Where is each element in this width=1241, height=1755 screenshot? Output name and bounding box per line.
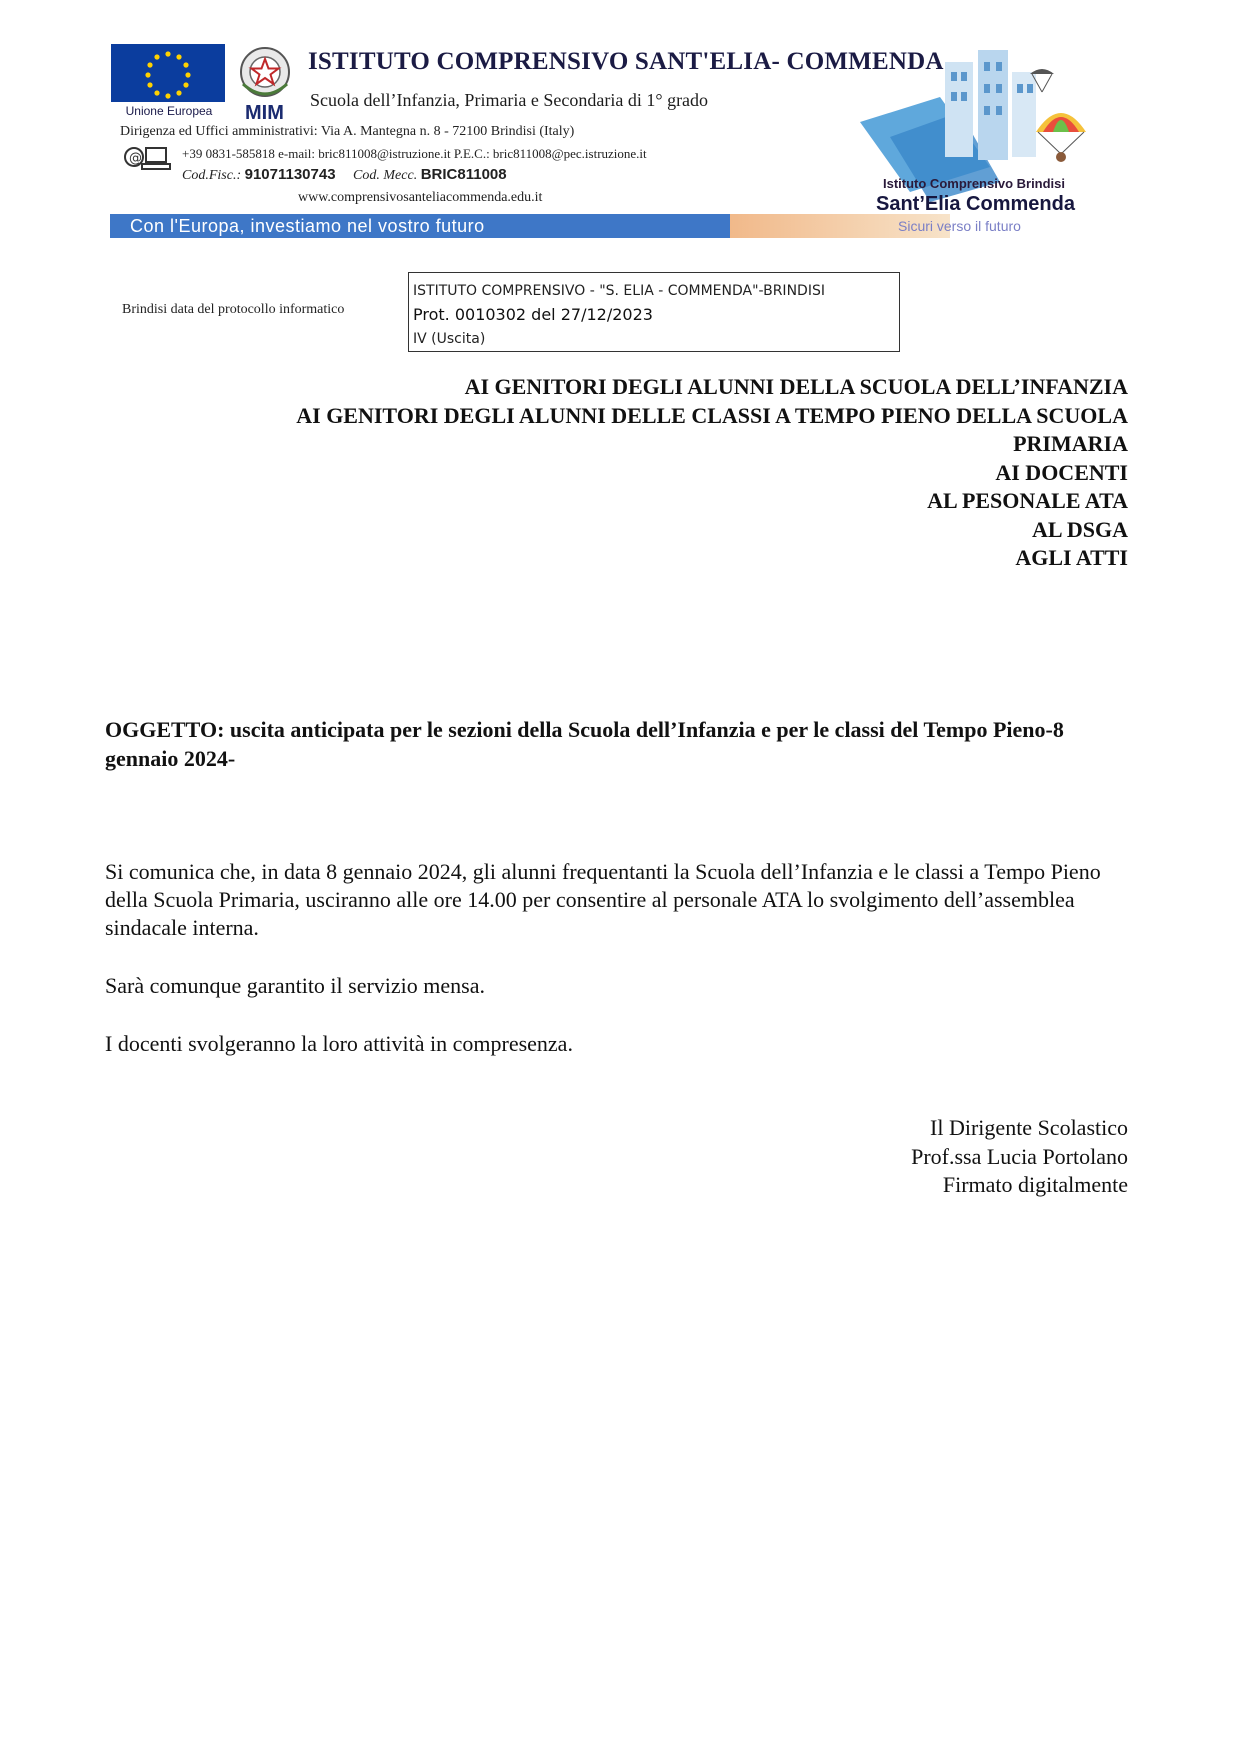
eu-banner: Con l'Europa, investiamo nel vostro futuro xyxy=(110,214,730,238)
italian-emblem-icon xyxy=(234,44,296,102)
recipient-line: AGLI ATTI xyxy=(1015,545,1128,570)
fiscal-code-label: Cod.Fisc.: xyxy=(182,168,242,183)
recipient-line: AL PESONALE ATA xyxy=(927,488,1128,513)
logo-line3: Sicuri verso il futuro xyxy=(898,218,1021,234)
letterhead xyxy=(110,42,1103,240)
school-subtitle: Scuola dell’Infanzia, Primaria e Secondaria di 1° grado xyxy=(310,90,709,110)
place-date: Brindisi data del protocollo informatico xyxy=(122,302,345,317)
body-paragraph: I docenti svolgeranno la loro attività in compresenza. xyxy=(105,1031,573,1056)
letter-body xyxy=(105,858,1135,1058)
signature-name: Prof.ssa Lucia Portolano xyxy=(911,1143,1128,1169)
protocol-stamp xyxy=(408,272,900,352)
fiscal-code: 91071130743 xyxy=(244,166,336,183)
mechanographic-label: Cod. Mecc. xyxy=(353,168,418,183)
recipient-line: AI DOCENTI xyxy=(995,459,1128,485)
recipient-line: AI GENITORI DEGLI ALUNNI DELLA SCUOLA DELL’INFANZIA xyxy=(464,374,1128,399)
logo-line2: Sant’Elia Commenda xyxy=(876,193,1075,215)
logo-line1: Istituto Comprensivo Brindisi xyxy=(883,176,1066,191)
protocol-direction: IV (Uscita) xyxy=(413,331,486,347)
subject: OGGETTO: uscita anticipata per le sezioni della Scuola dell’Infanzia e per le classi del Tempo Pieno-8 gennaio 2024- xyxy=(105,717,1064,771)
signature xyxy=(911,1114,1128,1200)
protocol-institute: ISTITUTO COMPRENSIVO - "S. ELIA - COMMENDA"-BRINDISI xyxy=(413,283,825,299)
school-name: ISTITUTO COMPRENSIVO SANT'ELIA- COMMENDA xyxy=(308,48,944,75)
body-paragraph: Si comunica che, in data 8 gennaio 2024, gli alunni frequentanti la Scuola dell’Infanzia e le classi a Tempo Pieno della Scuola Primaria, usciranno alle ore 14.00 per consentire al personale ATA lo svolgimento dell’assemblea sindacale interna. xyxy=(105,859,1101,940)
contacts: +39 0831-585818 e-mail: bric811008@istruzione.it P.E.C.: bric811008@pec.istruzione.it xyxy=(182,146,647,161)
signature-role: Il Dirigente Scolastico xyxy=(930,1115,1128,1140)
website: www.comprensivosanteliacommenda.edu.it xyxy=(298,190,543,205)
ministry-label: MIM xyxy=(245,102,284,124)
computer-icon xyxy=(124,142,172,172)
office-address: Dirigenza ed Uffici amministrativi: Via A. Mantegna n. 8 - 72100 Brindisi (Italy) xyxy=(120,124,575,139)
body-paragraph: Sarà comunque garantito il servizio mensa. xyxy=(105,973,485,998)
recipients xyxy=(128,373,1128,573)
svg-text:@: @ xyxy=(129,151,142,166)
protocol-number: Prot. 0010302 del 27/12/2023 xyxy=(413,305,653,324)
codes xyxy=(182,166,507,184)
signature-note: Firmato digitalmente xyxy=(942,1172,1128,1197)
recipient-line: PRIMARIA xyxy=(1013,431,1128,456)
eu-label: Unione Europea xyxy=(110,102,228,120)
recipient-line: AI GENITORI DEGLI ALUNNI DELLE CLASSI A TEMPO PIENO DELLA SCUOLA xyxy=(296,402,1128,428)
recipient-line: AL DSGA xyxy=(1032,516,1128,542)
mechanographic-code: BRIC811008 xyxy=(420,166,507,183)
